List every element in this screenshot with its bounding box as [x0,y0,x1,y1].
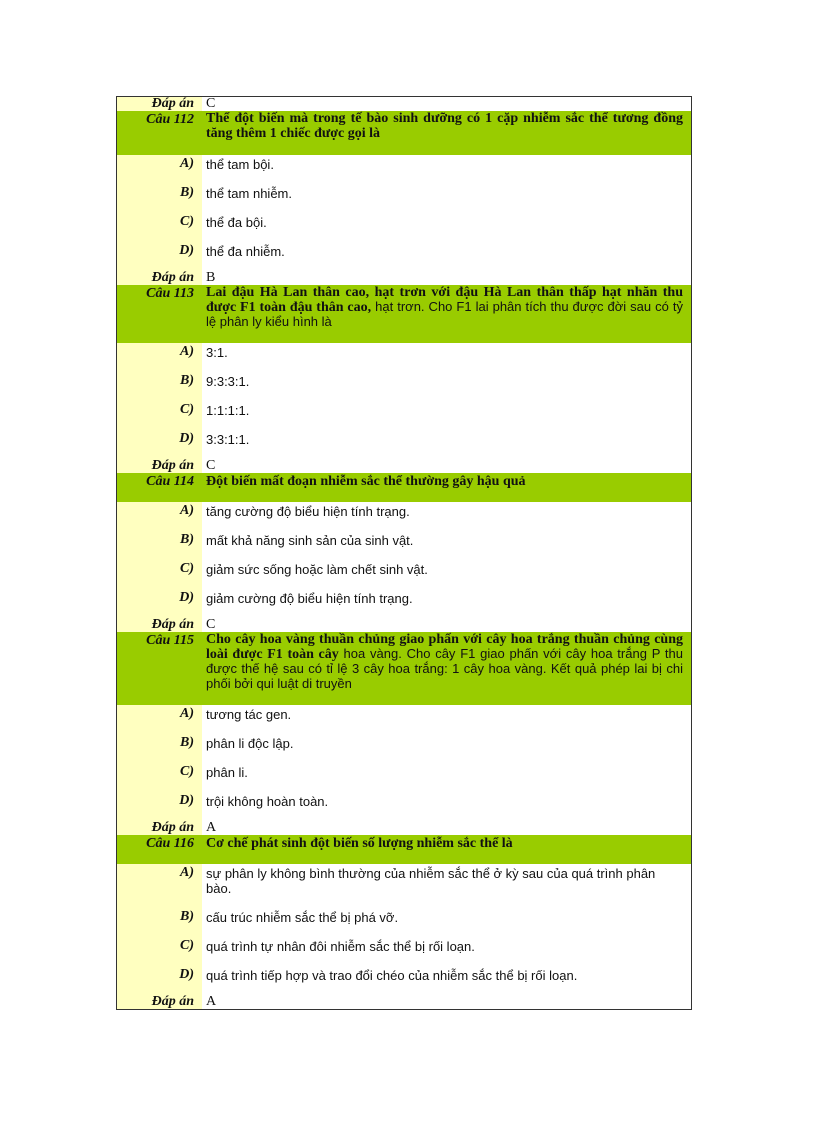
option-text: giảm sức sống hoặc làm chết sinh vật. [202,560,691,589]
question-text-bold: Cho cây hoa vàng thuần chủng giao phấn với cây hoa trắng thuần chủng cùng loài được F1 toàn cây [206,632,683,662]
answer-value: A [202,995,691,1009]
option-row [117,213,691,242]
option-text: sự phân ly không bình thường của nhiễm sắc thể ở kỳ sau của quá trình phân bào. [202,864,691,908]
question-text-bold: Thể đột biến mà trong tế bào sinh dưỡng có 1 cặp nhiễm sắc thể tương đồng tăng thêm 1 chiếc được gọi là [206,111,683,141]
option-row [117,560,691,589]
option-row [117,763,691,792]
option-row [117,531,691,560]
option-text: tăng cường độ biểu hiện tính trạng. [202,502,691,531]
question-number: Câu 116 [117,835,202,864]
option-row [117,734,691,763]
option-row [117,792,691,821]
option-row [117,908,691,937]
answer-label: Đáp án [117,995,202,1009]
question-number: Câu 115 [117,632,202,705]
option-text: mất khả năng sinh sản của sinh vật. [202,531,691,560]
answer-label: Đáp án [117,459,202,473]
question-text [202,111,691,155]
option-text: cấu trúc nhiễm sắc thể bị phá vỡ. [202,908,691,937]
question-number: Câu 113 [117,285,202,343]
question-text-bold: Lai đậu Hà Lan thân cao, hạt trơn với đậu Hà Lan thân thấp hạt nhăn thu được F1 toàn đậu thân cao, [206,285,683,315]
option-text: phân li. [202,763,691,792]
question-list [117,111,691,1009]
option-letter: D) [117,242,202,271]
answer-sheet [116,96,692,1010]
option-letter: B) [117,908,202,937]
option-letter: B) [117,531,202,560]
option-row [117,966,691,995]
question-number: Câu 112 [117,111,202,155]
option-row [117,589,691,618]
question-header [117,632,691,705]
option-letter: C) [117,401,202,430]
answer-value: B [202,271,691,285]
option-letter: A) [117,155,202,184]
option-text: thể đa bội. [202,213,691,242]
question-header [117,285,691,343]
option-letter: D) [117,589,202,618]
option-row [117,155,691,184]
option-text: thể tam bội. [202,155,691,184]
question-text-normal: hạt trơn. Cho F1 lai phân tích thu được đời sau có tỷ lệ phân ly kiểu hình là [206,299,683,329]
option-row [117,502,691,531]
option-text: quá trình tự nhân đôi nhiễm sắc thể bị rối loạn. [202,937,691,966]
option-letter: B) [117,372,202,401]
option-row [117,705,691,734]
option-letter: C) [117,763,202,792]
question-number: Câu 114 [117,473,202,502]
answer-value: C [202,618,691,632]
option-row [117,242,691,271]
option-row [117,343,691,372]
option-text: 9:3:3:1. [202,372,691,401]
answer-label: Đáp án [117,821,202,835]
option-text: thể đa nhiễm. [202,242,691,271]
option-row [117,401,691,430]
question-text-bold: Cơ chế phát sinh đột biến số lượng nhiễm sắc thể là [206,836,513,851]
option-row [117,184,691,213]
option-text: phân li độc lập. [202,734,691,763]
option-text: quá trình tiếp hợp và trao đổi chéo của nhiễm sắc thể bị rối loạn. [202,966,691,995]
option-letter: A) [117,502,202,531]
option-letter: D) [117,966,202,995]
answer-value: C [202,459,691,473]
answer-row [117,618,691,632]
answer-row [117,459,691,473]
option-row [117,864,691,908]
option-text: thể tam nhiễm. [202,184,691,213]
option-letter: C) [117,937,202,966]
question-text-bold: Đột biến mất đoạn nhiễm sắc thể thường gây hậu quả [206,474,526,489]
option-letter: B) [117,184,202,213]
question-header [117,111,691,155]
option-letter: D) [117,792,202,821]
answer-label: Đáp án [117,97,202,111]
option-letter: D) [117,430,202,459]
answer-row [117,821,691,835]
option-text: trội không hoàn toàn. [202,792,691,821]
answer-label: Đáp án [117,618,202,632]
option-letter: B) [117,734,202,763]
option-text: tương tác gen. [202,705,691,734]
option-letter: C) [117,213,202,242]
question-text [202,473,691,502]
question-header [117,835,691,864]
option-letter: A) [117,343,202,372]
option-text: 1:1:1:1. [202,401,691,430]
answer-row [117,271,691,285]
answer-value: A [202,821,691,835]
question-text [202,835,691,864]
option-letter: A) [117,864,202,908]
option-row [117,372,691,401]
question-text [202,632,691,705]
option-row [117,430,691,459]
first-answer-row [117,97,691,111]
option-row [117,937,691,966]
option-text: giảm cường độ biểu hiện tính trạng. [202,589,691,618]
answer-row [117,995,691,1009]
option-letter: C) [117,560,202,589]
option-text: 3:1. [202,343,691,372]
answer-value: C [202,97,691,111]
question-header [117,473,691,502]
question-text-normal: hoa vàng. Cho cây F1 giao phấn với cây hoa trắng P thu được thế hệ sau có tỉ lệ 3 cây hoa trắng: 1 cây hoa vàng. Kết quả phép lai bị chi phối bởi qui luật di truyền [206,646,683,691]
option-letter: A) [117,705,202,734]
option-text: 3:3:1:1. [202,430,691,459]
answer-label: Đáp án [117,271,202,285]
question-text [202,285,691,343]
